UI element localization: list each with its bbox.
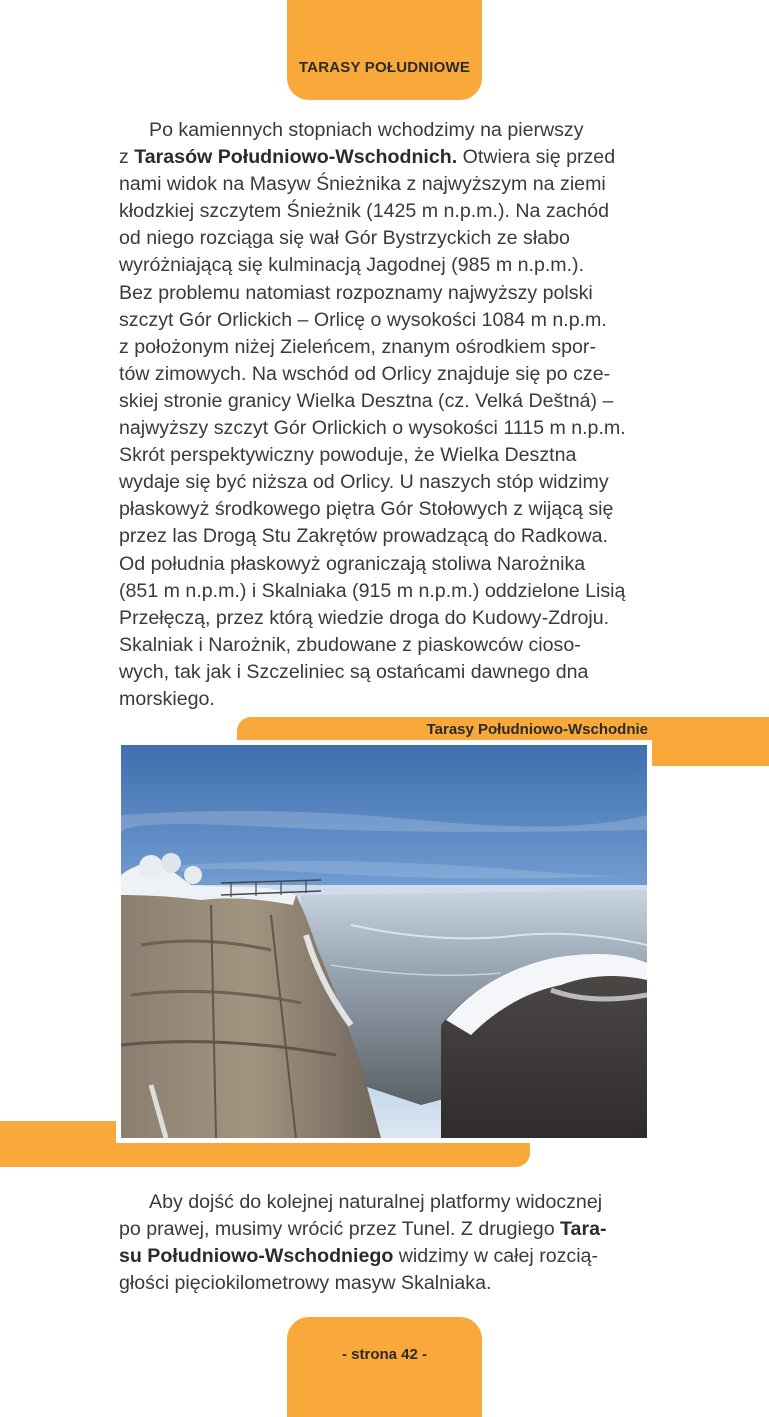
photo-caption: Tarasy Południowo-Wschodnie — [426, 721, 648, 738]
page-number: - strona 42 - — [341, 1346, 428, 1363]
text-line: Skalniak i Narożnik, zbudowane z piaskowców cioso- — [119, 633, 581, 656]
text-line: wydaje się być niższa od Orlicy. U naszych stóp widzimy — [119, 471, 609, 494]
text-line: z położonym niżej Zieleńcem, znanym ośrodkiem spor- — [119, 335, 596, 358]
text-line: wych, tak jak i Szczeliniec są ostańcami dawnego dna — [119, 660, 589, 683]
text-fragment: po prawej, musimy wrócić przez Tunel. Z drugiego — [119, 1218, 561, 1241]
text-line: nami widok na Masyw Śnieżnika z najwyższym na ziemi — [119, 173, 606, 196]
text-line: od niego rozciąga się wał Gór Bystrzyckich ze słabo — [119, 227, 570, 250]
text-line — [119, 144, 650, 171]
paragraph-1 — [119, 117, 650, 713]
text-line: skiej stronie granicy Wielka Desztna (cz. Velká Deštná) – — [119, 389, 614, 412]
paragraph-2 — [119, 1189, 650, 1297]
text-line: Bez problemu natomiast rozpoznamy najwyższy polski — [119, 281, 593, 304]
text-fragment: Otwiera się przed — [457, 146, 616, 169]
text-line: kłodzkiej szczytem Śnieżnik (1425 m n.p.m.). Na zachód — [119, 200, 610, 223]
text-fragment: widzimy w całej rozcią- — [393, 1245, 598, 1268]
text-fragment: z — [119, 146, 135, 169]
text-line: płaskowyż środkowego piętra Gór Stołowych z wijącą się — [119, 498, 614, 521]
text-line: (851 m n.p.m.) i Skalniaka (915 m n.p.m.) oddzielone Lisią — [119, 579, 626, 602]
text-line: przez las Drogą Stu Zakrętów prowadzącą do Radkowa. — [119, 525, 608, 548]
text-line: Przełęczą, przez którą wiedzie droga do Kudowy-Zdroju. — [119, 606, 610, 629]
section-title: TARASY POŁUDNIOWE — [298, 59, 471, 76]
text-line — [119, 1243, 650, 1270]
footer-tab — [287, 1317, 482, 1417]
text-line: głości pięciokilometrowy masyw Skalniaka. — [119, 1272, 492, 1295]
landscape-photo — [121, 745, 647, 1138]
text-line: wyróżniającą się kulminacją Jagodnej (985 m n.p.m.). — [119, 254, 585, 277]
header-tab — [287, 0, 482, 100]
text-line — [119, 1216, 650, 1243]
text-line: szczyt Gór Orlickich – Orlicę o wysokości 1084 m n.p.m. — [119, 308, 607, 331]
bold-term: su Południowo-Wschodniego — [119, 1245, 394, 1268]
text-line: Aby dojść do kolejnej naturalnej platformy widocznej — [149, 1191, 603, 1213]
text-line: Od południa płaskowyż ograniczają stoliwa Narożnika — [119, 552, 586, 575]
text-line: Skrót perspektywiczny powoduje, że Wielka Desztna — [119, 444, 577, 467]
text-line: Po kamiennych stopniach wchodzimy na pierwszy — [149, 119, 584, 141]
text-line: morskiego. — [119, 687, 215, 710]
bold-term: Tara- — [560, 1218, 607, 1241]
text-line: tów zimowych. Na wschód od Orlicy znajduje się po cze- — [119, 362, 611, 385]
bold-term: Tarasów Południowo-Wschodnich. — [134, 146, 458, 169]
photo-frame — [116, 740, 652, 1143]
text-line: najwyższy szczyt Gór Orlickich o wysokości 1115 m n.p.m. — [119, 417, 626, 440]
